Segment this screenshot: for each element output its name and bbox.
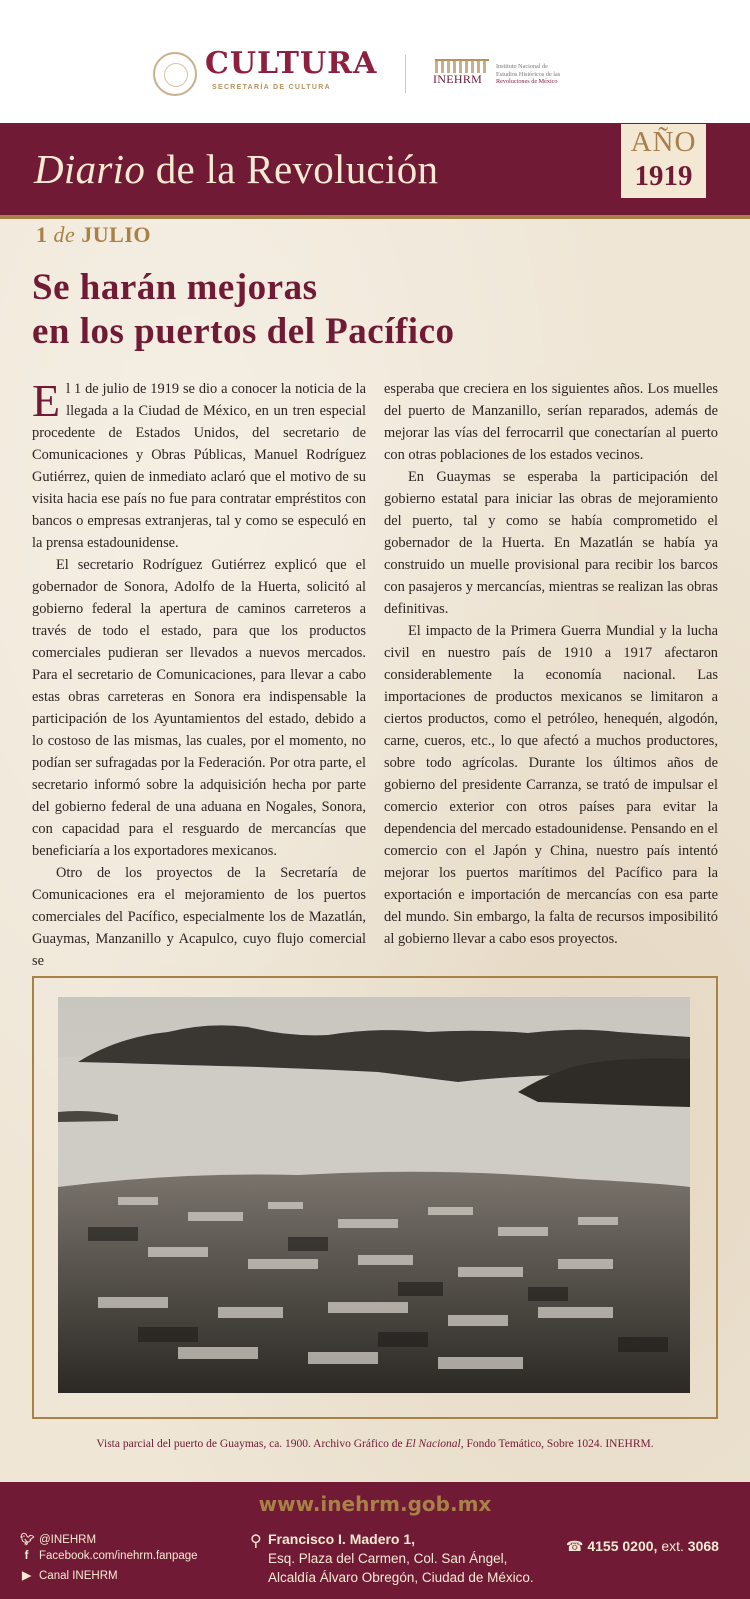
phone-block (566, 1538, 719, 1555)
twitter-handle: @INEHRM (39, 1534, 97, 1546)
date-month: JULIO (81, 222, 152, 247)
historic-photo-guaymas-port (58, 997, 690, 1393)
ext-number: 3068 (687, 1538, 719, 1554)
inehrm-fullname (496, 63, 576, 86)
ext-label: ext. (661, 1538, 684, 1554)
paragraph-3: Otro de los proyectos de la Secretaría de Comunicaciones era el mejoramiento de los puertos comerciales del Pacífico, especialmente los de Mazatlán, Guaymas, Manzanillo y Acapulco, cuyo flujo comercial se (32, 865, 366, 969)
article-column-left (32, 375, 366, 972)
article-headline (32, 266, 672, 354)
address-street: Francisco I. Madero 1, (268, 1531, 416, 1547)
caption-italic: El Nacional (405, 1438, 461, 1450)
phone-number: 4155 0200, (587, 1538, 658, 1554)
facebook-url: Facebook.com/inehrm.fanpage (39, 1550, 198, 1562)
youtube-icon: ▶ (22, 1570, 31, 1582)
inehrm-name-line2: Estudios Históricos de las (496, 70, 561, 78)
address-block (250, 1530, 534, 1587)
publication-title (34, 145, 438, 193)
logo-divider (405, 55, 406, 93)
address-line3: Alcaldía Álvaro Obregón, Ciudad de México. (268, 1570, 534, 1585)
twitter-link[interactable] (20, 1532, 96, 1546)
mexico-seal-icon (153, 52, 197, 96)
article-date (36, 222, 151, 248)
facebook-link[interactable] (20, 1550, 198, 1562)
caption-part-b: , Fondo Temático, Sobre 1024. INEHRM. (460, 1438, 654, 1450)
paragraph-4: esperaba que creciera en los siguientes años. Los muelles del puerto de Manzanillo, serían reparados, además de mejorar las vías del ferrocarril que conectarían al puerto con otras poblaciones de los estados vecinos. (384, 381, 718, 463)
publication-title-italic: Diario (34, 146, 146, 192)
publication-title-rest: de la Revolución (155, 146, 439, 192)
top-header (0, 0, 750, 123)
address-line2: Esq. Plaza del Carmen, Col. San Ángel, (268, 1551, 508, 1566)
phone-icon: ☎ (566, 1538, 584, 1554)
headline-line1: Se harán mejoras (32, 267, 318, 308)
facebook-icon: f (24, 1550, 29, 1562)
photo-illustration (58, 997, 690, 1393)
caption-part-a: Vista parcial del puerto de Guaymas, ca. 1900. Archivo Gráfico de (96, 1438, 406, 1450)
drop-cap: E (32, 375, 61, 426)
cultura-logo-text: CULTURA (205, 46, 378, 81)
year-badge (621, 124, 706, 198)
location-pin-icon: ⚲ (250, 1533, 262, 1550)
youtube-channel: Canal INEHRM (39, 1570, 118, 1582)
paragraph-1-text: l 1 de julio de 1919 se dio a conocer la noticia de la llegada a la Ciudad de México, en un tren especial procedente de Estados Unidos, del secretario de Comunicaciones y Obras Públicas, Manuel Rodríguez Gutiérrez, quien de inmediato aclaró que el motivo de su visita hacia ese país no fue para contratar empréstitos con bancos o empresas extranjeras, tal y como se especuló en la prensa estadounidense. (32, 381, 366, 551)
article-column-right (384, 378, 718, 950)
inehrm-acronym: INEHRM (433, 72, 483, 86)
paragraph-1 (32, 375, 366, 554)
website-link[interactable]: www.inehrm.gob.mx (258, 1492, 492, 1516)
paragraph-2: El secretario Rodríguez Gutiérrez explicó que el gobernador de Sonora, Adolfo de la Huerta, solicitó al gobierno federal la apertura de caminos carreteros a través de todo el estado, para que los productos comerciales pudieran ser llevados a nuevos mercados. Para el secretario de Comunicaciones, para llevar a cabo estas obras carreteras en Sonora era indispensable la participación de los Ayuntamientos del estado, debido a lo costoso de las mismas, las cuales, por el momento, no podían ser sufragadas por la Federación. Por otra parte, el secretario informó sobre la adquisición hecha por parte del gobierno federal de una aduana en Nogales, Sonora, con capacidad para el resguardo de mercancías que beneficiaría a los exportadores mexicanos. (32, 557, 366, 859)
photo-caption (0, 1438, 750, 1450)
year-label: AÑO (630, 126, 697, 158)
date-day: 1 (36, 222, 48, 247)
inehrm-logo (433, 59, 493, 89)
year-number: 1919 (634, 160, 693, 192)
youtube-link[interactable] (20, 1568, 118, 1582)
secretaria-subtitle: SECRETARÍA DE CULTURA (212, 84, 331, 91)
date-de: de (53, 222, 76, 247)
inehrm-name-line3: Revoluciones de México (496, 78, 558, 85)
paragraph-6: El impacto de la Primera Guerra Mundial y la lucha civil en nuestro país de 1910 a 1917 afectaron considerablemente la economía nacional. Las importaciones de productos mexicanos se limitaron a ciertos productos, como el petróleo, henequén, algodón, carne, cueros, etc., lo que afectó a muchos productores, sobre todo agrícolas. Durante los últimos años de gobierno del presidente Carranza, se trató de impulsar el comercio exterior con otros países para evitar la dependencia del mercado estadounidense. Pensando en el comercio con el Japón y China, nuestro país intentó mejorar los puertos marítimos del Pacífico para la exportación e importación de mercancías con esa parte del mundo. Sin embargo, la falta de recursos imposibilitó al gobierno llevar a cabo esos proyectos. (384, 623, 718, 947)
headline-line2: en los puertos del Pacífico (32, 311, 455, 352)
twitter-icon: 🐦︎ (20, 1534, 35, 1546)
inehrm-name-line1: Instituto Nacional de (496, 63, 548, 70)
building-icon (435, 59, 489, 73)
paragraph-5: En Guaymas se esperaba la participación del gobierno estatal para iniciar las obras de mejoramiento del puerto, tal y como se había comprometido el gobernador de la Huerta. En Mazatlán se había ya construido un muelle provisional para recibir los barcos con pasajeros y mercancías, mientras se realizan las obras definitivas. (384, 469, 718, 617)
